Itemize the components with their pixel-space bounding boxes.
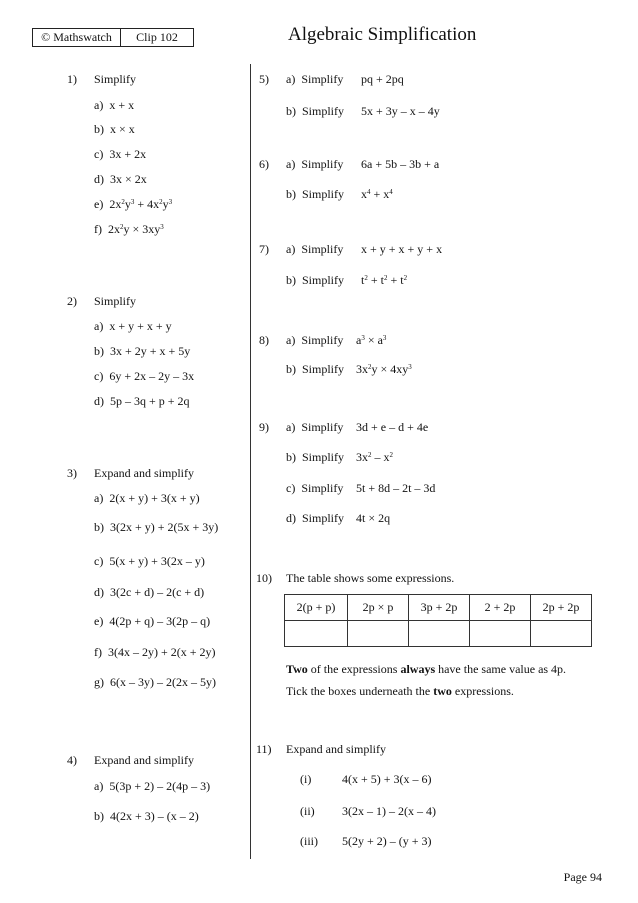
- expression: 3x + 2y + x + 5y: [110, 344, 191, 358]
- label: e): [94, 197, 104, 211]
- tick-box[interactable]: [285, 621, 348, 647]
- q3f: [94, 645, 216, 660]
- text: expressions.: [451, 684, 514, 698]
- text: have the same value as 4p.: [435, 662, 567, 676]
- label: c): [286, 481, 296, 495]
- q10-intro: The table shows some expressions.: [286, 571, 455, 585]
- expression: x + y + x + y + x: [361, 242, 443, 256]
- q6a: [286, 157, 440, 172]
- q8-number: 8): [259, 333, 269, 347]
- label: d): [94, 585, 104, 599]
- exponent: 3: [361, 334, 365, 342]
- label: b): [94, 344, 104, 358]
- text: of the expressions: [307, 662, 401, 676]
- exponent: 2: [368, 451, 372, 459]
- exponent: 3: [382, 334, 387, 342]
- instruction: Simplify: [302, 104, 345, 118]
- q9a: [286, 420, 429, 435]
- q7-number: 7): [259, 242, 269, 256]
- expression-cell: 2(p + p): [285, 595, 348, 621]
- q3a: [94, 491, 200, 506]
- term: a: [356, 333, 362, 347]
- expression: x × x: [110, 122, 135, 136]
- page-number: Page 94: [563, 870, 602, 884]
- q1d: [94, 172, 147, 187]
- copyright-label: © Mathswatch: [33, 29, 121, 46]
- q10-number: 10): [256, 571, 272, 585]
- instruction: Simplify: [302, 450, 345, 464]
- term: + x: [370, 187, 390, 201]
- label: c): [94, 554, 104, 568]
- expression: [109, 197, 172, 211]
- q4a: [94, 779, 210, 794]
- expression: 3(4x – 2y) + 2(x + 2y): [108, 645, 216, 659]
- q4-number: 4): [67, 753, 77, 767]
- label: b): [94, 122, 104, 136]
- q3-number: 3): [67, 466, 77, 480]
- instruction: Simplify: [302, 187, 345, 201]
- q8a: [286, 333, 387, 348]
- exponent: 4: [389, 188, 393, 196]
- q1f: [94, 222, 164, 237]
- instruction: Simplify: [301, 333, 344, 347]
- term: + t: [387, 273, 404, 287]
- expression-cell: 3p + 2p: [409, 595, 470, 621]
- q2-instruction: Simplify: [94, 294, 137, 308]
- expression: 4(2x + 3) – (x – 2): [110, 809, 199, 823]
- exponent: 4: [367, 188, 371, 196]
- q3e: [94, 614, 210, 629]
- label: b): [286, 104, 296, 118]
- q9-number: 9): [259, 420, 269, 434]
- expression: 3(2x + y) + 2(5x + 3y): [110, 520, 219, 534]
- q10-instruction-line1: [286, 662, 566, 677]
- q7a: [286, 242, 443, 257]
- term: y × 3xy: [123, 222, 161, 236]
- expression: 5t + 8d – 2t – 3d: [356, 481, 436, 495]
- term: 2x: [109, 197, 122, 211]
- label: c): [94, 147, 104, 161]
- q3-instruction: Expand and simplify: [94, 466, 194, 480]
- q7b: [286, 273, 408, 288]
- q1-number: 1): [67, 72, 77, 86]
- expression-row: [285, 595, 592, 621]
- expression: [356, 333, 386, 348]
- label: a): [94, 491, 104, 505]
- q10-instruction-line2: [286, 684, 514, 699]
- label: a): [94, 779, 104, 793]
- term: 2x: [108, 222, 120, 236]
- exponent: 2: [403, 274, 408, 282]
- exponent: 2: [364, 274, 368, 282]
- expression: 5x + 3y – x – 4y: [361, 104, 440, 118]
- q1a: [94, 98, 134, 113]
- header-box: [32, 28, 194, 47]
- expression: 5(x + y) + 3(2x – y): [109, 554, 205, 568]
- instruction: Simplify: [301, 242, 344, 256]
- exponent: 2: [120, 223, 124, 231]
- q11-number: 11): [256, 742, 272, 756]
- expression: 5(3p + 2) – 2(4p – 3): [109, 779, 211, 793]
- expression-cell: 2p × p: [348, 595, 409, 621]
- label: a): [286, 420, 296, 434]
- emphasis: always: [400, 662, 436, 676]
- expression: x + x: [109, 98, 135, 112]
- tick-box[interactable]: [348, 621, 409, 647]
- label: f): [94, 645, 102, 659]
- label: b): [286, 187, 296, 201]
- page-title: Algebraic Simplification: [288, 24, 477, 45]
- label: a): [286, 333, 296, 347]
- q11-instruction: Expand and simplify: [286, 742, 386, 756]
- q11ii-label: (ii): [300, 804, 315, 818]
- expression: 6y + 2x – 2y – 3x: [109, 369, 195, 383]
- term: y × 4xy: [371, 362, 409, 376]
- q1b: [94, 122, 135, 137]
- tick-box[interactable]: [531, 621, 592, 647]
- exponent: 3: [408, 363, 412, 371]
- instruction: Simplify: [301, 481, 344, 495]
- tick-box[interactable]: [470, 621, 531, 647]
- term: x: [361, 187, 367, 201]
- expression: 3d + e – d + 4e: [356, 420, 429, 434]
- q5b: [286, 104, 440, 119]
- exponent: 3: [160, 223, 164, 231]
- q11i: 4(x + 5) + 3(x – 6): [342, 772, 432, 786]
- expression: [361, 273, 407, 288]
- emphasis: two: [433, 684, 452, 698]
- emphasis: Two: [286, 662, 308, 676]
- instruction: Simplify: [301, 157, 344, 171]
- q9d: [286, 511, 391, 526]
- expression: x + y + x + y: [109, 319, 172, 333]
- expression-cell: 2 + 2p: [470, 595, 531, 621]
- expression: 6a + 5b – 3b + a: [361, 157, 440, 171]
- expression: 3(2c + d) – 2(c + d): [110, 585, 205, 599]
- q3c: [94, 554, 205, 569]
- q2c: [94, 369, 194, 384]
- q3d: [94, 585, 204, 600]
- q1-instruction: Simplify: [94, 72, 137, 86]
- expression: 4(2p + q) – 3(2p – q): [109, 614, 211, 628]
- text: Tick the boxes underneath the: [286, 684, 434, 698]
- q9c: [286, 481, 436, 496]
- q11iii-label: (iii): [300, 834, 318, 848]
- expression: 6(x – 3y) – 2(2x – 5y): [110, 675, 216, 689]
- term: y: [162, 197, 169, 211]
- q1e: [94, 197, 172, 212]
- label: a): [286, 157, 296, 171]
- q11iii: 5(2y + 2) – (y + 3): [342, 834, 432, 848]
- label: b): [286, 273, 296, 287]
- term: t: [361, 273, 365, 287]
- label: a): [286, 242, 296, 256]
- exponent: 2: [121, 198, 125, 206]
- exponent: 2: [389, 451, 393, 459]
- exponent: 2: [368, 363, 372, 371]
- expression: [356, 362, 412, 377]
- label: b): [286, 362, 296, 376]
- q5a: [286, 72, 404, 87]
- tick-row: [285, 621, 592, 647]
- expression: 5p – 3q + p + 2q: [110, 394, 190, 408]
- q1c: [94, 147, 146, 162]
- clip-label: Clip 102: [136, 30, 178, 44]
- label: b): [94, 520, 104, 534]
- column-divider: [250, 64, 251, 859]
- label: a): [286, 72, 296, 86]
- label: b): [94, 809, 104, 823]
- q5-number: 5): [259, 72, 269, 86]
- instruction: Simplify: [302, 273, 345, 287]
- instruction: Simplify: [301, 420, 344, 434]
- tick-box[interactable]: [409, 621, 470, 647]
- label: c): [94, 369, 104, 383]
- label: d): [286, 511, 296, 525]
- exponent: 2: [159, 198, 163, 206]
- term: – x: [371, 450, 390, 464]
- expression: pq + 2pq: [361, 72, 404, 86]
- q11ii: 3(2x – 1) – 2(x – 4): [342, 804, 436, 818]
- label: g): [94, 675, 104, 689]
- q2a: [94, 319, 172, 334]
- instruction: Simplify: [302, 511, 345, 525]
- q6b: [286, 187, 393, 202]
- term: 3x: [356, 362, 368, 376]
- term: + 4x: [134, 197, 160, 211]
- label: d): [94, 172, 104, 186]
- expression: [361, 187, 393, 202]
- term: + t: [367, 273, 384, 287]
- expression: 3x × 2x: [110, 172, 147, 186]
- label: f): [94, 222, 102, 236]
- exponent: 3: [168, 198, 173, 206]
- q2-number: 2): [67, 294, 77, 308]
- q6-number: 6): [259, 157, 269, 171]
- expressions-table: [284, 594, 592, 647]
- q4-instruction: Expand and simplify: [94, 753, 194, 767]
- term: × a: [364, 333, 383, 347]
- label: a): [94, 98, 104, 112]
- label: b): [286, 450, 296, 464]
- q2d: [94, 394, 190, 409]
- exponent: 3: [130, 198, 135, 206]
- instruction: Simplify: [301, 72, 344, 86]
- q3b: [94, 520, 218, 535]
- term: y: [124, 197, 131, 211]
- q4b: [94, 809, 199, 824]
- expression-cell: 2p + 2p: [531, 595, 592, 621]
- expression: 4t × 2q: [356, 511, 391, 525]
- q9b: [286, 450, 393, 465]
- q2b: [94, 344, 190, 359]
- q3g: [94, 675, 216, 690]
- expression: 3x + 2x: [109, 147, 147, 161]
- expression: [108, 222, 164, 236]
- label: e): [94, 614, 104, 628]
- expression: [356, 450, 393, 465]
- label: d): [94, 394, 104, 408]
- q11i-label: (i): [300, 772, 312, 786]
- term: 3x: [356, 450, 368, 464]
- label: a): [94, 319, 104, 333]
- instruction: Simplify: [302, 362, 345, 376]
- expression: 2(x + y) + 3(x + y): [109, 491, 200, 505]
- exponent: 2: [383, 274, 388, 282]
